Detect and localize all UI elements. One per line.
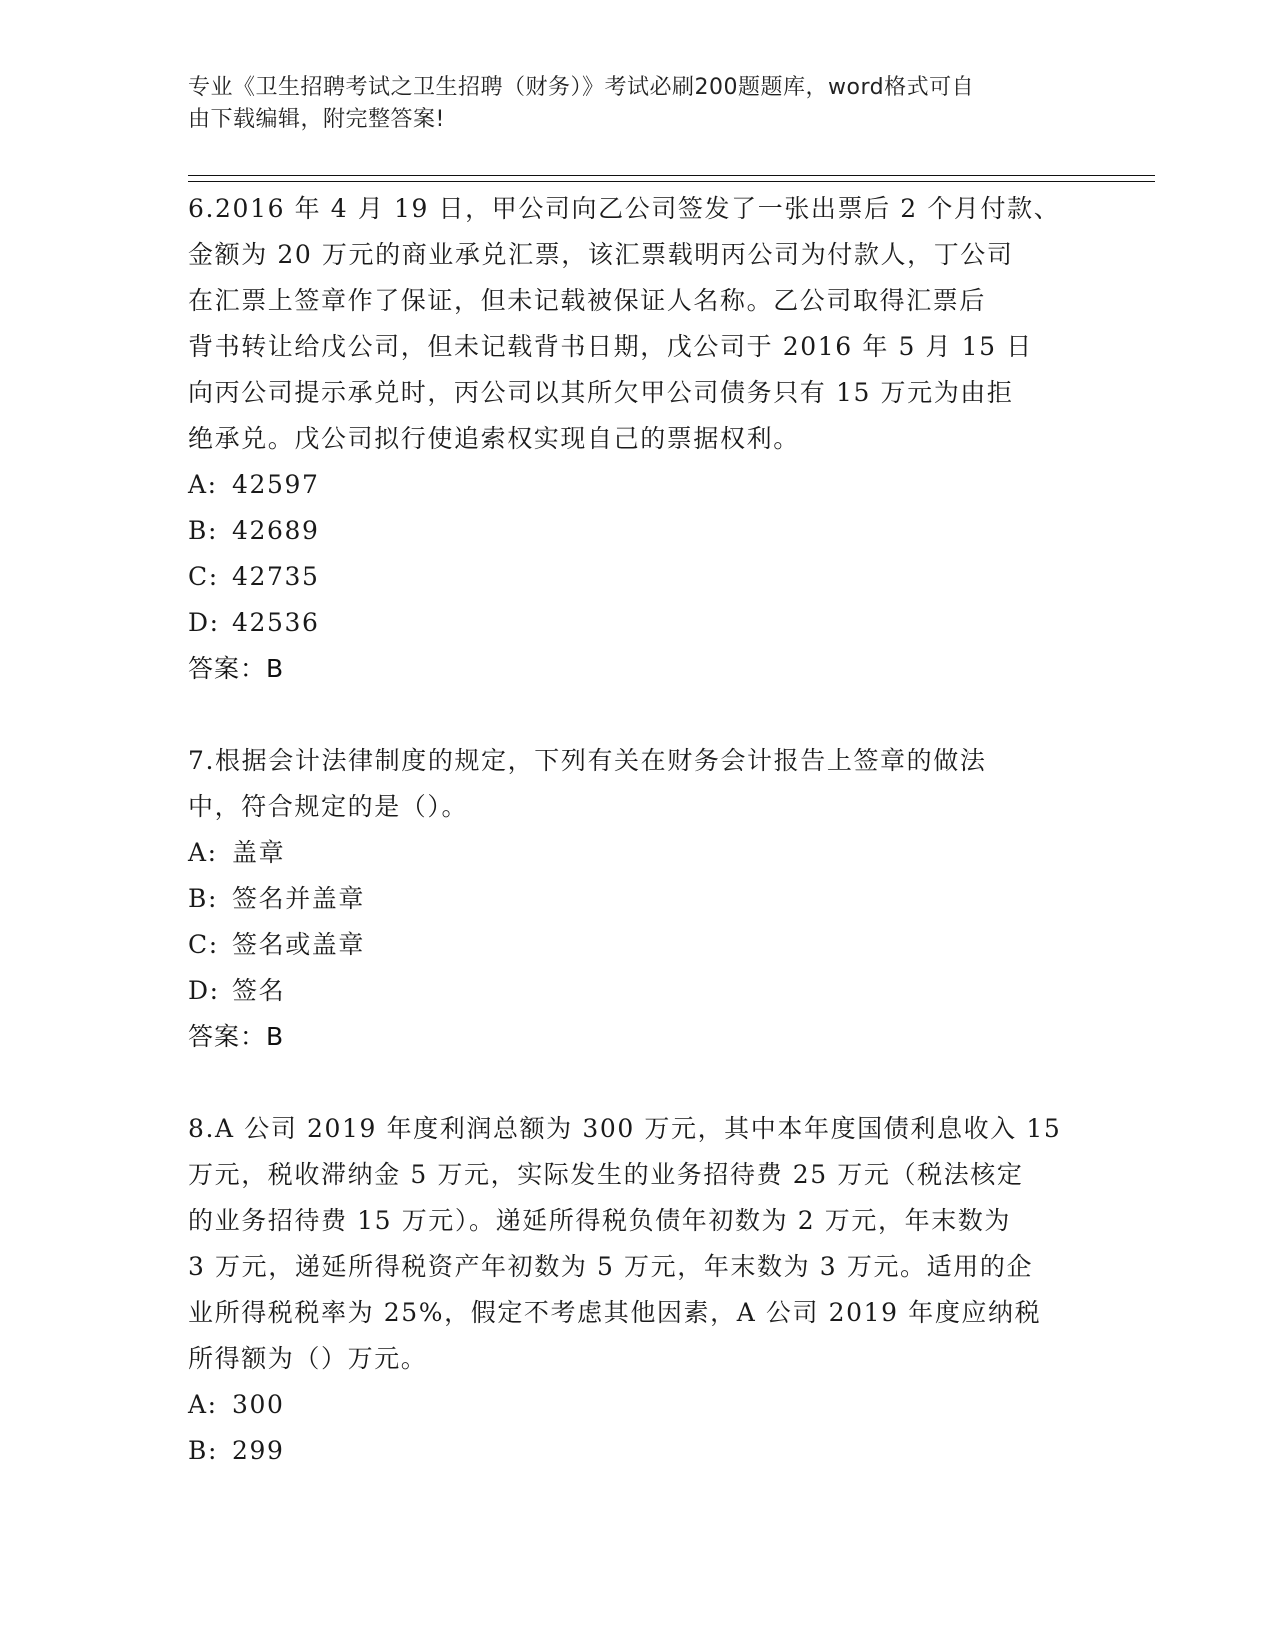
- option-text: 签名: [232, 976, 286, 1005]
- question-6-line-6: 绝承兑。戊公司拟行使追索权实现自己的票据权利。: [188, 424, 800, 453]
- question-6-line-1: 6.2016 年 4 月 19 日，甲公司向乙公司签发了一张出票后 2 个月付款、: [188, 194, 1061, 223]
- question-7-option-c: [188, 922, 1088, 968]
- question-6-line-3: 在汇票上签章作了保证，但未记载被保证人名称。乙公司取得汇票后: [188, 286, 987, 315]
- document-header: [188, 72, 1068, 136]
- question-spacer: [188, 1060, 1088, 1106]
- question-7-option-a: [188, 830, 1088, 876]
- question-8-line-1: 8.A 公司 2019 年度利润总额为 300 万元，其中本年度国债利息收入 15: [188, 1114, 1062, 1143]
- option-text: 签名并盖章: [232, 884, 366, 913]
- question-6-option-d: [188, 600, 1088, 646]
- question-8-option-a: [188, 1382, 1088, 1428]
- header-line-1: 专业《卫生招聘考试之卫生招聘（财务）》考试必刷200题题库，word格式可自: [188, 75, 975, 100]
- question-7-line-1: 7.根据会计法律制度的规定，下列有关在财务会计报告上签章的做法: [188, 746, 987, 775]
- question-6-option-c: [188, 554, 1088, 600]
- question-spacer: [188, 692, 1088, 738]
- question-6-line-4: 背书转让给戊公司，但未记载背书日期，戊公司于 2016 年 5 月 15 日: [188, 332, 1033, 361]
- option-text: 42536: [232, 608, 320, 637]
- question-7: [188, 738, 1088, 1060]
- option-letter: B:: [188, 1436, 218, 1465]
- option-letter: A:: [188, 470, 218, 499]
- question-8-line-3: 的业务招待费 15 万元）。递延所得税负债年初数为 2 万元，年末数为: [188, 1206, 1012, 1235]
- option-text: 299: [232, 1436, 285, 1465]
- question-8-option-b: [188, 1428, 1088, 1474]
- question-6-line-2: 金额为 20 万元的商业承兑汇票，该汇票载明丙公司为付款人，丁公司: [188, 240, 1014, 269]
- question-6-line-5: 向丙公司提示承兑时，丙公司以其所欠甲公司债务只有 15 万元为由拒: [188, 378, 1014, 407]
- option-letter: C:: [188, 930, 219, 959]
- option-text: 签名或盖章: [232, 930, 366, 959]
- header-rule-top: [188, 175, 1155, 176]
- question-8-line-4: 3 万元，递延所得税资产年初数为 5 万元，年末数为 3 万元。适用的企: [188, 1252, 1034, 1281]
- question-6-option-a: [188, 462, 1088, 508]
- question-8-line-5: 业所得税税率为 25%，假定不考虑其他因素，A 公司 2019 年度应纳税: [188, 1298, 1042, 1327]
- question-6-answer: 答案：B: [188, 654, 285, 683]
- question-8-line-6: 所得额为（）万元。: [188, 1344, 428, 1373]
- question-7-option-d: [188, 968, 1088, 1014]
- question-8-line-2: 万元，税收滞纳金 5 万元，实际发生的业务招待费 25 万元（税法核定: [188, 1160, 1024, 1189]
- option-letter: B:: [188, 516, 218, 545]
- question-8: [188, 1106, 1088, 1474]
- option-letter: D:: [188, 608, 220, 637]
- question-7-option-b: [188, 876, 1088, 922]
- option-text: 42689: [232, 516, 320, 545]
- option-text: 盖章: [232, 838, 286, 867]
- option-letter: A:: [188, 1390, 218, 1419]
- question-6-option-b: [188, 508, 1088, 554]
- question-6: [188, 186, 1088, 692]
- option-letter: A:: [188, 838, 218, 867]
- option-text: 42597: [232, 470, 320, 499]
- questions-list: [188, 186, 1088, 1474]
- header-rule-bottom: [188, 181, 1155, 182]
- option-text: 300: [232, 1390, 285, 1419]
- option-text: 42735: [232, 562, 320, 591]
- option-letter: C:: [188, 562, 219, 591]
- question-7-line-2: 中，符合规定的是（）。: [188, 792, 469, 821]
- header-line-2: 由下载编辑，附完整答案!: [188, 107, 445, 132]
- question-7-answer: 答案：B: [188, 1022, 285, 1051]
- option-letter: B:: [188, 884, 218, 913]
- option-letter: D:: [188, 976, 220, 1005]
